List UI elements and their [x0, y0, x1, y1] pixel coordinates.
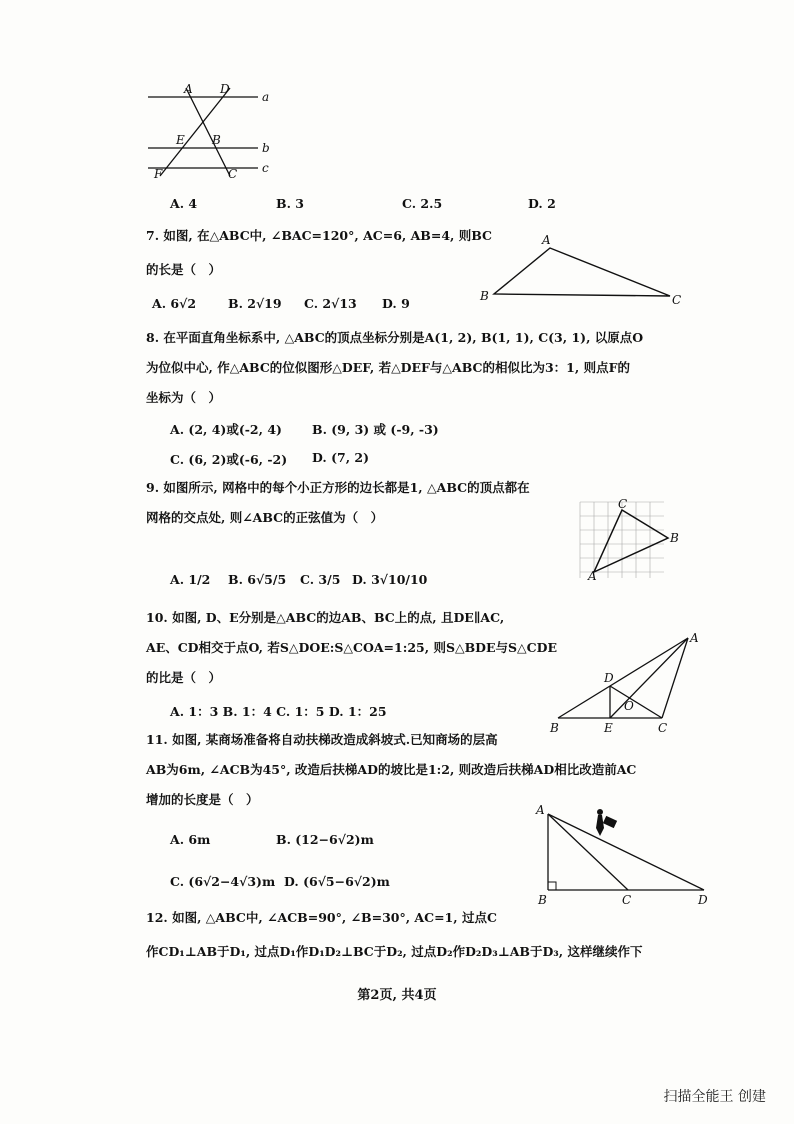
- scanner-watermark: 扫描全能王 创建: [663, 1089, 766, 1105]
- q7-option-a: A. 6√2: [152, 296, 197, 311]
- fig6-label-c: c: [262, 161, 269, 175]
- q11-label-D: D: [698, 893, 708, 907]
- fig6-label-a: a: [262, 90, 270, 104]
- q8-option-d: D. (7, 2): [312, 450, 370, 465]
- q8-text-line2: 为位似中心, 作△ABC的位似图形△DEF, 若△DEF与△ABC的相似比为3：1, 则点F的: [146, 360, 630, 375]
- fig6-label-b: b: [262, 141, 270, 155]
- fig6-label-B: B: [212, 133, 221, 147]
- q11-text-line3: 增加的长度是（ ）: [146, 792, 259, 807]
- q8-text-line3: 坐标为（ ）: [146, 390, 222, 405]
- q9-label-C: C: [618, 497, 628, 511]
- q11-label-A: A: [536, 803, 545, 817]
- q11-escalator-figure: [532, 800, 722, 910]
- q9-option-d: D. 3√10/10: [352, 572, 428, 587]
- q8-option-c: C. (6, 2)或(-6, -2): [170, 452, 288, 467]
- q6-figure: [140, 80, 280, 180]
- q10-options: A. 1：3 B. 1：4 C. 1：5 D. 1：25: [170, 704, 387, 719]
- fig6-label-C: C: [228, 167, 238, 181]
- q11-label-C: C: [622, 893, 632, 907]
- q9-text-line1: 9. 如图所示, 网格中的每个小正方形的边长都是1, △ABC的顶点都在: [146, 480, 530, 495]
- q11-option-c: C. (6√2−4√3)m: [170, 874, 276, 889]
- q10-label-O: O: [624, 699, 634, 713]
- q10-text-line3: 的比是（ ）: [146, 670, 222, 685]
- q11-option-b: B. (12−6√2)m: [276, 832, 374, 847]
- q7-label-C: C: [672, 293, 682, 307]
- q8-option-a: A. (2, 4)或(-2, 4): [170, 422, 282, 437]
- q7-option-b: B. 2√19: [228, 296, 282, 311]
- q10-label-C: C: [658, 721, 668, 735]
- q11-label-B: B: [538, 893, 547, 907]
- q10-text-line2: AE、CD相交于点O, 若S△DOE:S△COA=1:25, 则S△BDE与S△CDE: [146, 640, 557, 655]
- q7-option-c: C. 2√13: [304, 296, 357, 311]
- q10-label-B: B: [550, 721, 559, 735]
- q6-option-a: A. 4: [170, 196, 198, 211]
- q7-text-line2: 的长是（ ）: [146, 262, 222, 277]
- fig6-label-F: F: [154, 167, 163, 181]
- q10-label-D: D: [604, 671, 614, 685]
- q10-triangle-figure: [548, 628, 708, 738]
- q11-option-d: D. (6√5−6√2)m: [284, 874, 390, 889]
- q7-text-line1: 7. 如图, 在△ABC中, ∠BAC=120°, AC=6, AB=4, 则BC: [146, 228, 492, 243]
- fig6-label-E: E: [176, 133, 185, 147]
- q7-label-B: B: [480, 289, 489, 303]
- q9-label-A: A: [588, 569, 597, 583]
- q6-option-b: B. 3: [276, 196, 304, 211]
- q10-label-A: A: [690, 631, 699, 645]
- q7-label-A: A: [542, 233, 551, 247]
- q8-option-b: B. (9, 3) 或 (-9, -3): [312, 422, 439, 437]
- q9-option-c: C. 3/5: [300, 572, 341, 587]
- q12-text-line2: 作CD₁⊥AB于D₁, 过点D₁作D₁D₂⊥BC于D₂, 过点D₂作D₂D₃⊥AB于D₃, 这样继续作下: [146, 944, 643, 959]
- q8-text-line1: 8. 在平面直角坐标系中, △ABC的顶点坐标分别是A(1, 2), B(1, 1), C(3, 1), 以原点O: [146, 330, 644, 345]
- q6-option-c: C. 2.5: [402, 196, 443, 211]
- q10-label-E: E: [604, 721, 613, 735]
- q12-text-line1: 12. 如图, △ABC中, ∠ACB=90°, ∠B=30°, AC=1, 过点C: [146, 910, 497, 925]
- fig6-label-D: D: [220, 82, 230, 96]
- q7-option-d: D. 9: [382, 296, 410, 311]
- fig6-label-A: A: [184, 82, 193, 96]
- q10-text-line1: 10. 如图, D、E分别是△ABC的边AB、BC上的点, 且DE∥AC,: [146, 610, 505, 625]
- q9-option-a: A. 1/2: [170, 572, 211, 587]
- q9-label-B: B: [670, 531, 679, 545]
- q6-option-d: D. 2: [528, 196, 556, 211]
- page-footer: 第2页, 共4页: [357, 988, 437, 1003]
- q7-triangle-figure: [476, 230, 686, 310]
- q11-option-a: A. 6m: [170, 832, 211, 847]
- q11-text-line2: AB为6m, ∠ACB为45°, 改造后扶梯AD的坡比是1:2, 则改造后扶梯AD相比改造前AC: [146, 762, 637, 777]
- q11-text-line1: 11. 如图, 某商场准备将自动扶梯改造成斜坡式.已知商场的层高: [146, 732, 498, 747]
- q9-grid-figure: [574, 494, 684, 584]
- person-icon: [596, 809, 617, 836]
- q9-option-b: B. 6√5/5: [228, 572, 287, 587]
- q9-text-line2: 网格的交点处, 则∠ABC的正弦值为（ ）: [146, 510, 384, 525]
